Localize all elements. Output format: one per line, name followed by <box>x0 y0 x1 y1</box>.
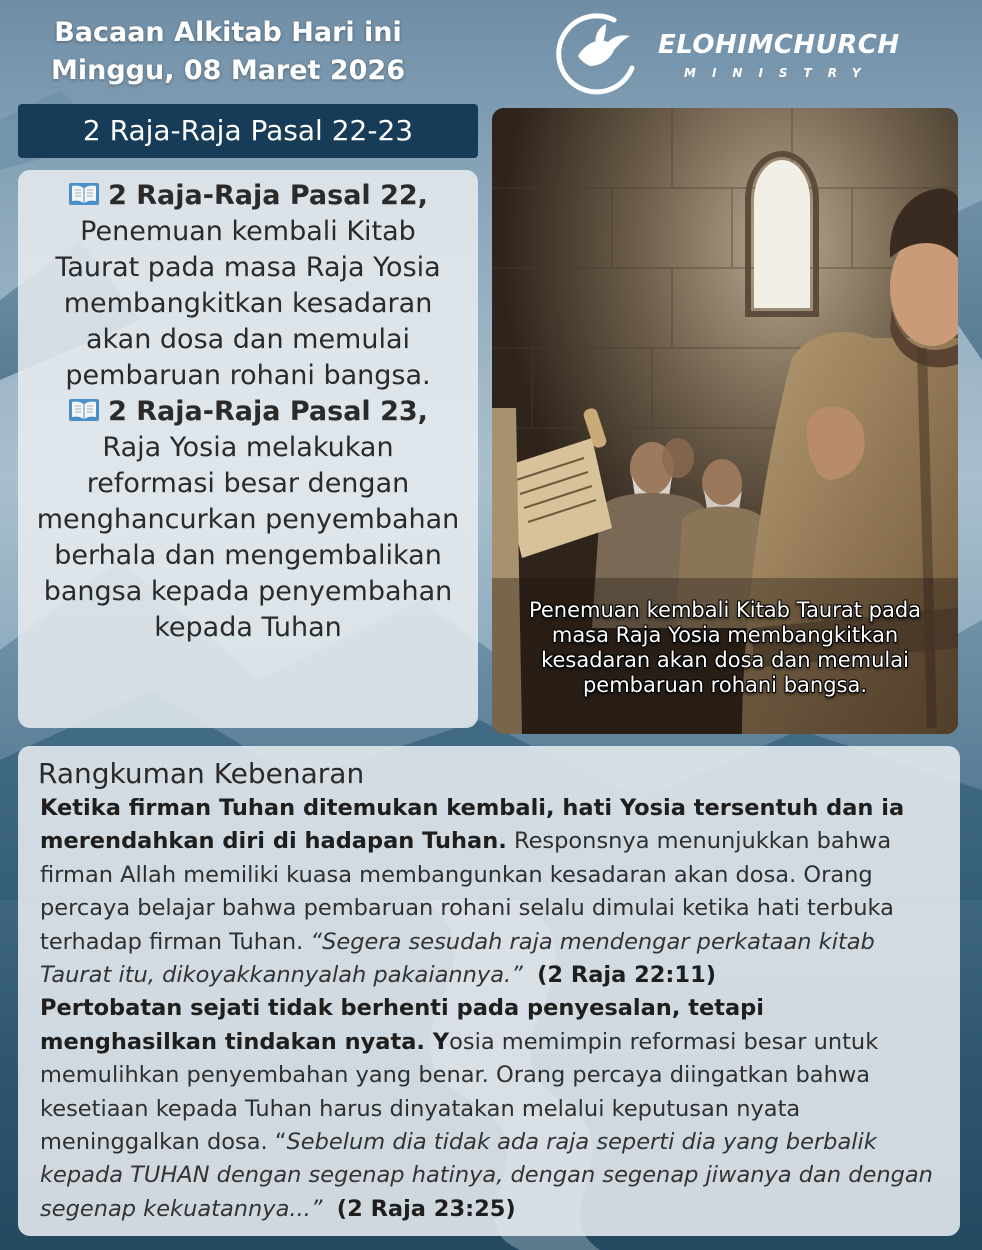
page-title <box>18 14 438 90</box>
logo-subtitle: MINISTRY <box>684 66 877 80</box>
open-book-icon <box>68 181 100 207</box>
reading-heading-text-2: 2 Raja-Raja Pasal 23, <box>108 396 428 427</box>
reading-heading-text-1: 2 Raja-Raja Pasal 22, <box>108 180 428 211</box>
title-line-2: Minggu, 08 Maret 2026 <box>50 55 406 86</box>
summary-body <box>40 792 940 1226</box>
summary-title: Rangkuman Kebenaran <box>38 757 365 790</box>
chapter-banner: 2 Raja-Raja Pasal 22-23 <box>18 104 478 158</box>
summary-point-1-quote: “Segera sesudah raja mendengar perkataan kitab Taurat itu, dikoyakkannyalah pakaiannya.” <box>40 928 875 989</box>
reading-description-1: Penemuan kembali Kitab Taurat pada masa Raja Yosia membangkitkan kesadaran akan dosa dan memulai pembaruan rohani bangsa. <box>55 216 441 391</box>
illustration-photo <box>492 108 958 734</box>
dove-ring-icon <box>556 12 640 96</box>
illustration-caption: Penemuan kembali Kitab Taurat pada masa Raja Yosia membangkitkan kesadaran akan dosa dan memulai pembaruan rohani bangsa. <box>528 598 922 697</box>
summary-point-1-text: Responsnya menunjukkan bahwa firman Allah memiliki kuasa membangunkan kesadaran akan dosa. Orang percaya belajar bahwa pembaruan rohani selalu dimulai ketika hati terbuka terhadap firman Tuhan. <box>40 828 894 955</box>
reading-heading-2 <box>18 394 478 430</box>
summary-card <box>18 746 960 1236</box>
summary-point-2-text: osia memimpin reformasi besar untuk memulihkan penyembahan yang benar. Orang percaya diingatkan bahwa kesetiaan kepada Tuhan harus dinyatakan melalui keputusan nyata meninggalkan dosa. “ <box>40 1028 879 1156</box>
summary-point-2-reference: (2 Raja 23:25) <box>336 1195 516 1222</box>
open-book-icon <box>68 397 100 423</box>
summary-point-2-quote: Sebelum dia tidak ada raja seperti dia yang berbalik kepada TUHAN dengan segenap hatinya, dengan segenap jiwanya dan dengan segenap kekuatannya...” <box>40 1129 933 1222</box>
reading-card <box>18 170 478 728</box>
church-logo <box>556 12 956 98</box>
reading-heading-1 <box>18 178 478 214</box>
summary-point-1-bold: Ketika firman Tuhan ditemukan kembali, hati Yosia tersentuh dan ia merendahkan diri di hadapan Tuhan. <box>40 795 905 855</box>
logo-name: ELOHIMCHURCH <box>658 30 900 60</box>
summary-point-2-bold: Pertobatan sejati tidak berhenti pada penyesalan, tetapi menghasilkan tindakan nyata. Y <box>40 995 764 1055</box>
reading-description-2: Raja Yosia melakukan reformasi besar dengan menghancurkan penyembahan berhala dan mengembalikan bangsa kepada penyembahan kepada Tuhan <box>36 432 460 643</box>
title-line-1: Bacaan Alkitab Hari ini <box>54 17 402 48</box>
summary-point-1-reference: (2 Raja 22:11) <box>537 962 717 989</box>
